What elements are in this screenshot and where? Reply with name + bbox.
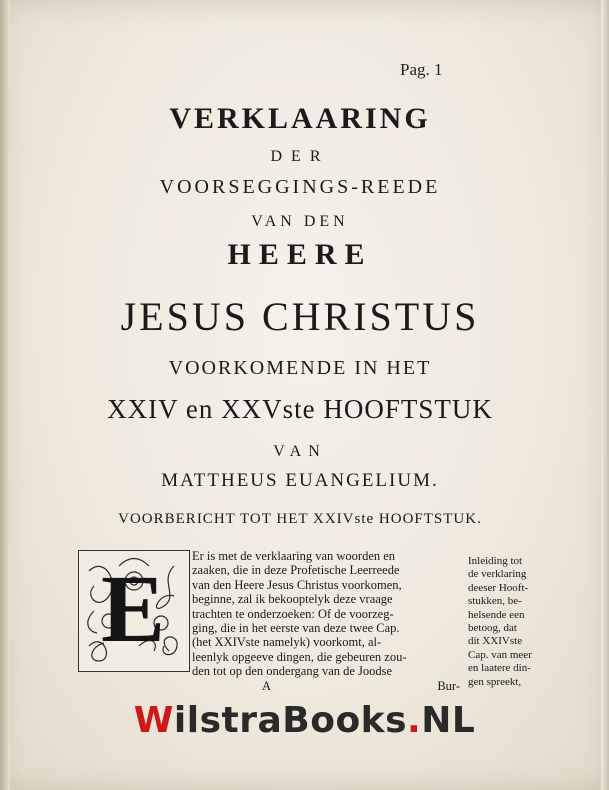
watermark-w: W bbox=[133, 700, 174, 741]
body-line: (het XXIVste namelyk) voorkomt, al- bbox=[192, 635, 382, 650]
page-edge-right bbox=[601, 0, 609, 790]
title-jesus-christus: JESUS CHRISTUS bbox=[120, 294, 480, 339]
initial-letter: E bbox=[101, 555, 166, 662]
body-line: den tot op den ondergang van de Joodse bbox=[192, 664, 393, 679]
watermark-nl: NL bbox=[421, 700, 476, 741]
body-line: van den Heere Jesus Christus voorkomen, bbox=[192, 577, 402, 592]
body-line: ging, die in het eerste van deze twee Cap. bbox=[192, 621, 400, 636]
page-edge-left bbox=[0, 0, 10, 790]
margin-line: de verklaring bbox=[468, 568, 527, 581]
voorbericht-heading: VOORBERICHT TOT HET XXIVste HOOFTSTUK. bbox=[118, 511, 482, 527]
margin-line: dit XXIVste bbox=[468, 635, 523, 648]
decorated-initial bbox=[78, 550, 190, 672]
body-paragraph bbox=[192, 549, 460, 693]
watermark-ilstrabooks: ilstraBooks bbox=[173, 700, 408, 741]
title-hooftstuk: XXIV en XXVste HOOFTSTUK bbox=[107, 394, 493, 424]
margin-line: deeser Hooft- bbox=[468, 581, 529, 594]
catchword-signature: A bbox=[262, 678, 272, 693]
margin-line: gen spreekt, bbox=[468, 675, 522, 688]
body-line: trachten te onderzoeken: Of de voorzeg- bbox=[192, 606, 394, 621]
margin-line: betoog, dat bbox=[468, 622, 517, 635]
body-line: beginne, zal ik bekooptelyk deze vraage bbox=[192, 592, 393, 607]
title-voorseggings: VOORSEGGINGS-REEDE bbox=[159, 176, 441, 198]
margin-note bbox=[468, 555, 556, 689]
catchword: Bur- bbox=[437, 678, 460, 693]
watermark-wilstrabooks bbox=[0, 700, 609, 741]
margin-line: stukken, be- bbox=[468, 595, 522, 608]
margin-line: en laatere din- bbox=[468, 662, 531, 675]
title-van-den: VAN DEN bbox=[251, 213, 349, 230]
title-der: DER bbox=[270, 148, 330, 165]
title-van: VAN bbox=[273, 443, 327, 460]
body-line: Er is met de verklaaring van woorden en bbox=[192, 549, 396, 563]
margin-line: Cap. van meer bbox=[468, 648, 532, 661]
watermark-dot: . bbox=[407, 700, 422, 741]
title-mattheus: MATTHEUS EUANGELIUM. bbox=[161, 470, 439, 491]
title-heere: HEERE bbox=[227, 238, 373, 271]
body-line: zaaken, die in deze Profetische Leerreede bbox=[192, 563, 400, 578]
page-number: Pag. 1 bbox=[400, 60, 443, 79]
title-verklaaring: VERKLAARING bbox=[169, 102, 431, 135]
title-voorkomende: VOORKOMENDE IN HET bbox=[168, 357, 432, 379]
margin-line: Inleiding tot bbox=[468, 555, 523, 567]
body-line: leenlyk opgeeve dingen, die gebeuren zou- bbox=[192, 649, 407, 664]
margin-line: helsende een bbox=[468, 608, 525, 621]
